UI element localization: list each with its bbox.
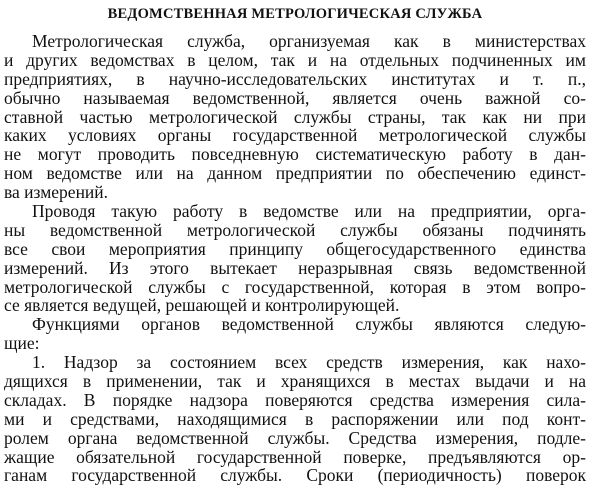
text-line: каких условиях органы государственной метрологической службы: [4, 125, 586, 146]
section-heading: ВЕДОМСТВЕННАЯ МЕТРОЛОГИЧЕСКАЯ СЛУЖБА: [107, 6, 483, 22]
text-line: ва измерений.: [4, 182, 109, 203]
paragraph: [4, 32, 586, 202]
text-line: щие:: [4, 333, 40, 354]
text-line: ном ведомстве или на данном предприятии по обеспечению единст-: [4, 163, 586, 184]
text-line: ставной частью метрологической службы страны, так как ни при: [4, 106, 586, 127]
text-line: дящихся в применении, так и хранящихся в местах выдачи и на: [4, 371, 586, 392]
text-line: предприятиях, в научно-исследовательских институтах и т. п.,: [4, 68, 586, 89]
text-line: и других ведомствах в целом, так и на отдельных подчиненных им: [4, 49, 586, 70]
text-line: все свои мероприятия принципу общегосударственного единства: [4, 238, 586, 259]
text-line: ми и средствами, находящимися в распоряжении или под конт-: [4, 408, 586, 429]
text-line: Проводя такую работу в ведомстве или на предприятии, орга-: [32, 201, 586, 222]
text-line: ролем органа ведомственной службы. Средства измерения, подле-: [4, 427, 586, 448]
paragraph: [4, 202, 586, 315]
text-line: Функциями органов ведомственной службы являются следую-: [32, 314, 586, 335]
text-line: складах. В порядке надзора поверяются средства измерения сила-: [4, 389, 586, 410]
text-line: се является ведущей, решающей и контролирующей.: [4, 295, 400, 316]
paragraph: [4, 315, 586, 353]
text-line: измерений. Из этого вытекает неразрывная связь ведомственной: [4, 257, 586, 278]
text-line: жащие обязательной государственной поверке, предъявляются ор-: [4, 446, 586, 467]
text-line: обычно называемая ведомственной, является очень важной со-: [4, 87, 586, 108]
text-line: 1. Надзор за состоянием всех средств измерения, как нахо-: [32, 352, 586, 373]
text-line: ны ведомственной метрологической службы обязаны подчинять: [4, 219, 586, 240]
text-line: Метрологическая служба, организуемая как в министерствах: [32, 31, 586, 51]
body-text: [4, 32, 586, 485]
text-line: не могут проводить повседневную систематическую работу в дан-: [4, 144, 586, 165]
paragraph: [4, 353, 586, 485]
text-line: метрологической службы с государственной, которая в этом вопро-: [4, 276, 586, 297]
text-line: ганам государственной службы. Сроки (периодичность) поверок: [4, 465, 586, 486]
